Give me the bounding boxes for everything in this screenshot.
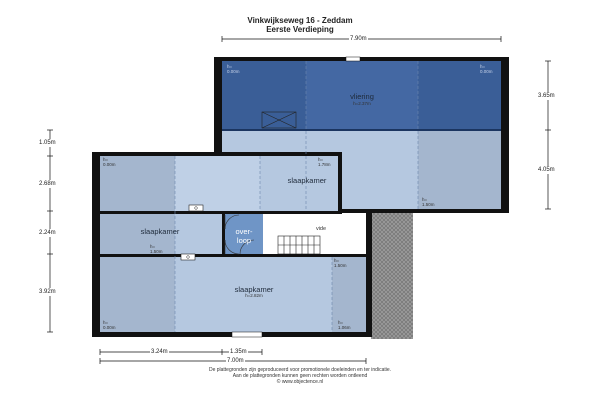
dim-top-width: 7.90m [350, 36, 367, 42]
dim-bottom-1: 3.24m [151, 349, 168, 355]
room-label-slaapkamer-bottom: slaapkamer [234, 285, 274, 294]
dim-right-lower: 4.05m [538, 167, 555, 173]
room-label-overloop: over- loop [235, 227, 253, 245]
height-vliering-left: h= 0.00m [227, 64, 240, 74]
height-left-room: h= 1.50m [150, 244, 163, 254]
dim-left-3: 2.24m [39, 230, 56, 236]
disclaimer-line-2: Aan de plattegronden kunnen geen rechten worden ontleend [232, 373, 368, 379]
room-label-slaapkamer-top: slaapkamer [287, 176, 327, 185]
room-height-vliering: h=2.37m [353, 101, 371, 106]
height-mid-right: h= 1.50m [334, 258, 347, 268]
height-bottom-right: h= 1.06m [338, 320, 351, 330]
copyright-link[interactable]: © www.objectence.nl [276, 379, 324, 385]
roof-tiles [371, 212, 413, 339]
room-label-vliering: vliering [350, 92, 374, 101]
sink-icon [181, 254, 195, 260]
dim-bottom-total: 7.00m [227, 358, 244, 364]
stairs [278, 236, 320, 254]
dim-left-1: 1.05m [39, 140, 56, 146]
window-bottom [232, 332, 262, 337]
dim-left-2: 2.68m [39, 181, 56, 187]
dim-right-upper: 3.65m [538, 93, 555, 99]
window-top [346, 57, 360, 61]
room-top-mid [175, 156, 260, 211]
attic-divider [222, 129, 501, 131]
height-top-left: h= 0.00m [103, 157, 116, 167]
dim-bottom-2: 1.35m [230, 349, 247, 355]
dim-left-4: 3.92m [39, 289, 56, 295]
room-height-slaapkamer-bottom: h=2.82m [245, 293, 263, 298]
height-top-right: h= 1.50m [422, 197, 435, 207]
plan-title: Vinkwijkseweg 16 - Zeddam [247, 16, 353, 25]
height-top-mid: h= 1.78m [318, 157, 331, 167]
height-bottom-left: h= 0.00m [103, 320, 116, 330]
disclaimer-line-1: De plattegronden zijn geproduceerd voor promotionele doeleinden en ter indicatie. [208, 367, 392, 373]
height-vliering-right: h= 0.00m [480, 64, 493, 74]
room-label-slaapkamer-left: slaapkamer [140, 227, 180, 236]
sink-icon [189, 205, 203, 211]
plan-subtitle: Eerste Verdieping [266, 25, 334, 34]
room-label-vide: vide [315, 226, 327, 232]
